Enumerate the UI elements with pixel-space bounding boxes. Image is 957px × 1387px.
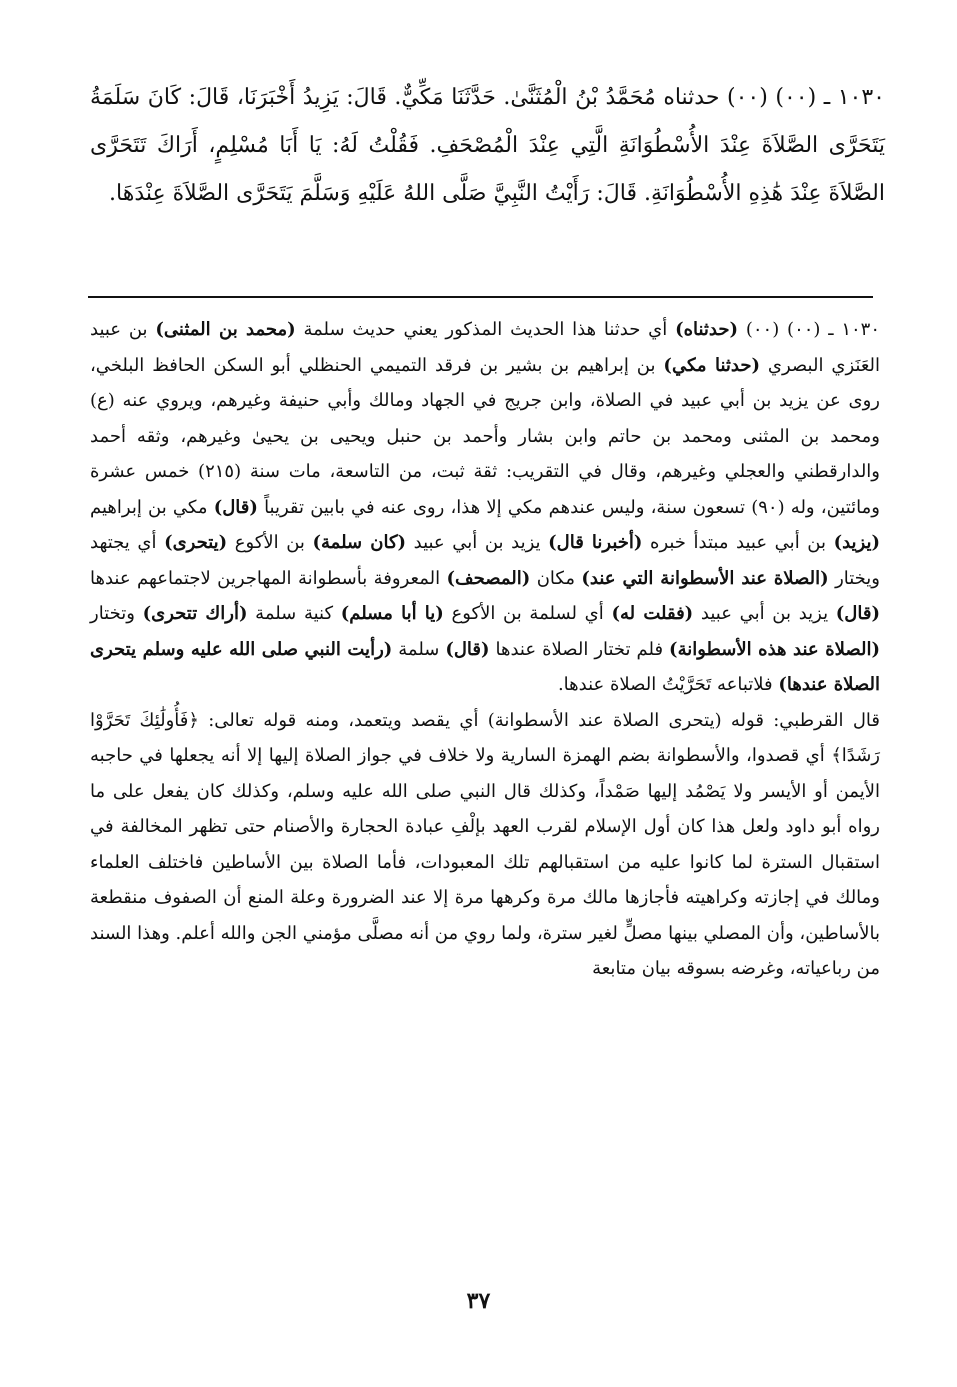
- commentary: [90, 312, 880, 987]
- commentary-run: مكان: [530, 567, 582, 589]
- bold-quote-run: (الصلاة عند الأسطوانة التي عند): [581, 567, 829, 589]
- bold-quote-run: (رأيت النبي صلى الله عليه وسلم يتحرى الصلاة عندها): [90, 638, 880, 695]
- commentary-run: مكي بن إبراهيم: [90, 496, 214, 518]
- bold-quote-run: (يا أبا مسلم): [340, 603, 444, 624]
- bold-quote-run: (محمد بن المثنى): [155, 319, 296, 340]
- bold-quote-run: (يتحرى): [164, 532, 228, 553]
- bold-quote-run: (قال): [445, 638, 490, 660]
- footnote-divider: [88, 296, 873, 298]
- commentary-run: يزيد بن أبي عبيد: [693, 603, 836, 624]
- page-number: ٣٧: [466, 1288, 491, 1314]
- commentary-run: أي يجتهد ويختار: [90, 532, 880, 589]
- bold-quote-run: (قال): [835, 603, 880, 624]
- bold-quote-run: (يزيد): [833, 532, 880, 553]
- commentary-run: بن إبراهيم بن بشير بن فرقد التميمي الحنظلي أبو السكن الحافظ البلخي، روى عن يزيد بن أبي عبيد في الصلاة، وابن جريج في الجهاد ومالك وأبي حنيفة وغيرهم، ويروي عنه (ع) ومحمد بن المثنى ومحمد بن حاتم وابن بشار وأحمد بن حنبل ويحيى بن يحيىٰ وغيرهم، وثقه أحمد والدارقطني والعجلي وغيرهم، وقال في التقريب: ثقة ثبت، من التاسعة، مات سنة (٢١٥) خمس عشرة ومائتين، وله (٩٠) تسعون سنة، وليس عندهم مكي إلا هذا، روى عنه في بابين تقريباً: [90, 354, 881, 518]
- commentary-run: يزيد بن أبي عبيد: [406, 532, 549, 553]
- commentary-run: بن الأكوع: [227, 532, 313, 553]
- commentary-run: كنية سلمة: [247, 603, 341, 624]
- commentary-paragraph-1: [90, 312, 880, 703]
- bold-quote-run: (حدثناه): [675, 319, 739, 340]
- commentary-run: أي لسلمة بن الأكوع: [443, 603, 612, 624]
- bold-quote-run: (الصلاة عند هذه الأسطوانة): [669, 638, 880, 660]
- bold-quote-run: (المصحف): [446, 567, 531, 589]
- commentary-run: ١٠٣٠ ـ (٠٠) (٠٠): [738, 319, 880, 340]
- commentary-run: بن أبي عبيد مبتدأ خبره: [642, 532, 834, 553]
- bold-quote-run: (كان سلمة): [312, 532, 407, 553]
- commentary-run: بن عبيد العَنَزي البصري: [90, 319, 880, 376]
- commentary-run: أي حدثنا هذا الحديث المذكور يعني حديث سلمة: [295, 319, 676, 340]
- bold-quote-run: (أراك تتحرى): [142, 603, 248, 624]
- commentary-run: فلاتباعه تَحَرَّيْتُ الصلاة عندها.: [557, 674, 779, 695]
- bold-quote-run: (قال): [213, 496, 258, 518]
- bold-quote-run: (أخبرنا قال): [548, 532, 643, 553]
- bold-quote-run: (فقلت له): [611, 603, 694, 624]
- commentary-run: وتختار: [90, 603, 143, 624]
- commentary-run: المعروفة بأسطوانة المهاجرين لاجتماعهم عندها: [90, 567, 447, 589]
- commentary-run: فلم تختار الصلاة عندها: [489, 638, 670, 660]
- commentary-run: سلمة: [392, 638, 446, 660]
- bold-quote-run: (حدثنا مكي): [663, 354, 760, 376]
- hadith-text: ١٠٣٠ ـ (٠٠) (٠٠) حدثناه مُحَمَّدُ بْنُ الْمُثَنَّىٰ. حَدَّثَنَا مَكِّيٌّ. قَالَ: يَزِيدُ أَخْبَرَنَا، قَالَ: كَانَ سَلَمَةُ يَتَحَرَّى الصَّلاَةَ عِنْدَ الأُسْطُوَانَةِ الَّتِي عِنْدَ الْمُصْحَفِ. فَقُلْتُ لَهُ: يَا أَبَا مُسْلِمٍ، أَرَاكَ تَتَحَرَّى الصَّلاَةَ عِنْدَ هَٰذِهِ الأُسْطُوَانَةِ. قَالَ: رَأَيْتُ النَّبِيَّ صَلَّى اللهُ عَلَيْهِ وَسَلَّمَ يَتَحَرَّى الصَّلاَةَ عِنْدَهَا.: [90, 85, 885, 206]
- commentary-paragraph-2: قال القرطبي: قوله (يتحرى الصلاة عند الأسطوانة) أي يقصد ويتعمد، ومنه قوله تعالى: ﴿فَأُولَٰئِكَ تَحَرَّوْا رَشَدًا﴾ أي قصدوا، والأسطوانة بضم الهمزة السارية ولا خلاف في جواز الصلاة إليها إلا أنه يجعلها في حاجبه الأيمن أو الأيسر ولا يَصْمُد إليها صَمْداً، وكذلك قال النبي صلى الله عليه وسلم، وكذلك كان يفعل على ما رواه أبو داود ولعل هذا كان أول الإسلام لقرب العهد بإلْفِ عبادة الحجارة والأصنام حتى تظهر المخالفة في استقبال السترة لما كانوا عليه من استقبالهم تلك المعبودات، فأما الصلاة بين الأساطين فاختلف العلماء ومالك في إجازته وكراهيته فأجازها مالك مرة وكرهها مرة إلا عند الضرورة وعلة المنع أن الصفوف منقطعة بالأساطين، وأن المصلي بينها مصلٍّ لغير سترة، ولما روي من أنه مصلَّى مؤمني الجن والله أعلم. وهذا السند من رباعياته، وغرضه بسوقه بيان متابعة: [90, 709, 880, 979]
